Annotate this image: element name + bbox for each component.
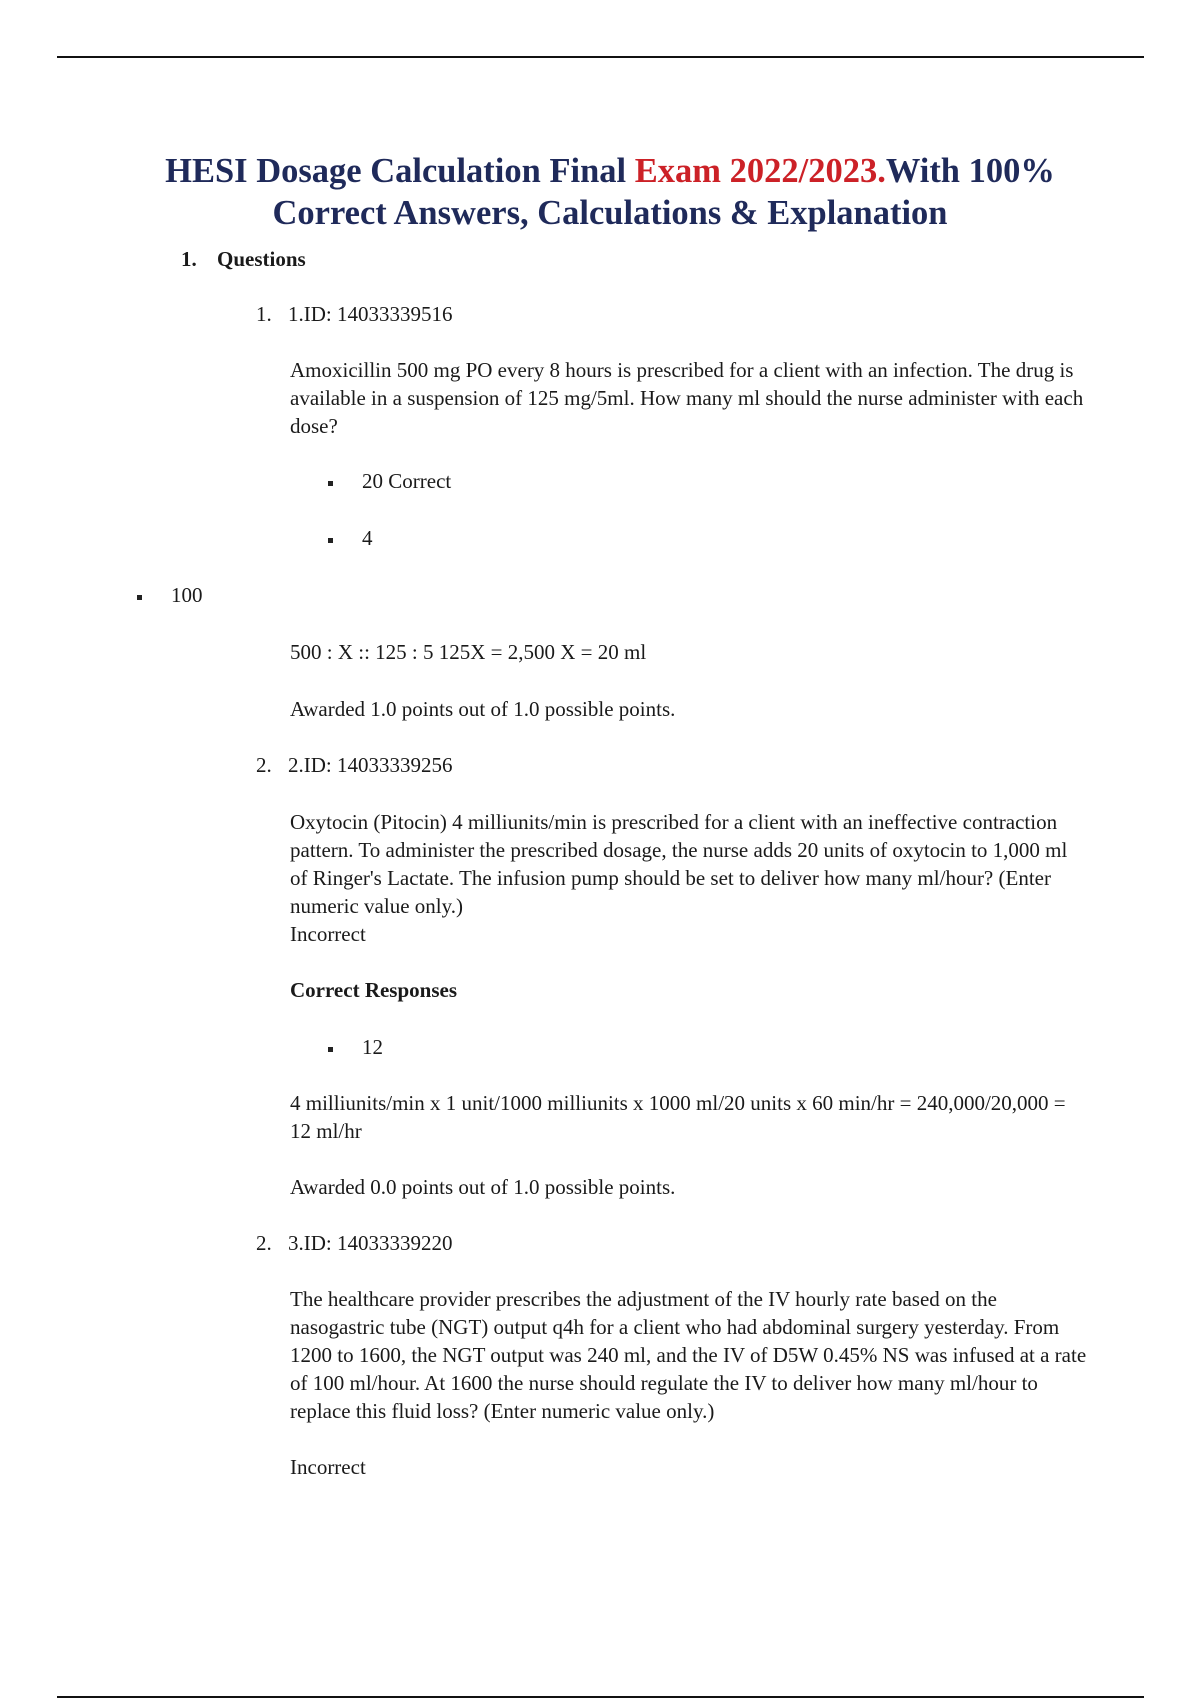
section-number: 1. [181, 247, 197, 271]
bullet-icon [328, 538, 333, 543]
question-3-number: 2. [256, 1231, 272, 1255]
bullet-icon [328, 1047, 333, 1052]
question-1-calculation: 500 : X :: 125 : 5 125X = 2,500 X = 20 ml [290, 640, 647, 664]
question-1-number: 1. [256, 302, 272, 326]
document-title [120, 150, 1100, 234]
question-1-option-2: 4 [362, 526, 373, 550]
question-1-award: Awarded 1.0 points out of 1.0 possible points. [290, 697, 676, 721]
correct-responses-heading: Correct Responses [290, 978, 457, 1002]
question-1-text: Amoxicillin 500 mg PO every 8 hours is prescribed for a client with an infection. The drug is available in a suspension of 125 mg/5ml. How many ml should the nurse administer with each dose? [290, 358, 1084, 438]
question-3-text: The healthcare provider prescribes the adjustment of the IV hourly rate based on the nasogastric tube (NGT) output q4h for a client who had abdominal surgery yesterday. From 1200 to 1600, the NGT output was 240 ml, and the IV of D5W 0.45% NS was infused at a rate of 100 ml/hour. At 1600 the nurse should regulate the IV to deliver how many ml/hour to replace this fluid loss? (Enter numeric value only.) [290, 1287, 1087, 1423]
question-2-award: Awarded 0.0 points out of 1.0 possible points. [290, 1175, 676, 1199]
title-line-1: HESI Dosage Calculation Final Exam 2022/2023.With 100% [165, 152, 1055, 190]
section-heading: Questions [217, 247, 306, 271]
question-2-response-1: 12 [362, 1035, 383, 1059]
title-line-2: Correct Answers, Calculations & Explanation [272, 194, 948, 232]
top-rule [57, 56, 1144, 58]
title-highlight: Exam 2022/2023. [634, 152, 886, 190]
question-3-status: Incorrect [290, 1455, 366, 1479]
question-2-status: Incorrect [290, 922, 366, 946]
question-1-id: 1.ID: 14033339516 [288, 302, 453, 326]
bullet-icon [137, 595, 142, 600]
bottom-rule [57, 1696, 1144, 1698]
question-3-id: 3.ID: 14033339220 [288, 1231, 453, 1255]
question-2-number: 2. [256, 753, 272, 777]
question-2-text: Oxytocin (Pitocin) 4 milliunits/min is prescribed for a client with an ineffective contraction pattern. To administer the prescribed dosage, the nurse adds 20 units of oxytocin to 1,000 ml of Ringer's Lactate. The infusion pump should be set to deliver how many ml/hour? (Enter numeric value only.) [290, 810, 1068, 918]
question-2-id: 2.ID: 14033339256 [288, 753, 453, 777]
question-1-option-1: 20 Correct [362, 469, 452, 493]
bullet-icon [328, 481, 333, 486]
question-1-option-3: 100 [171, 583, 203, 607]
question-2-calculation: 4 milliunits/min x 1 unit/1000 milliunits x 1000 ml/20 units x 60 min/hr = 240,000/20,000 = 12 ml/hr [290, 1091, 1066, 1143]
